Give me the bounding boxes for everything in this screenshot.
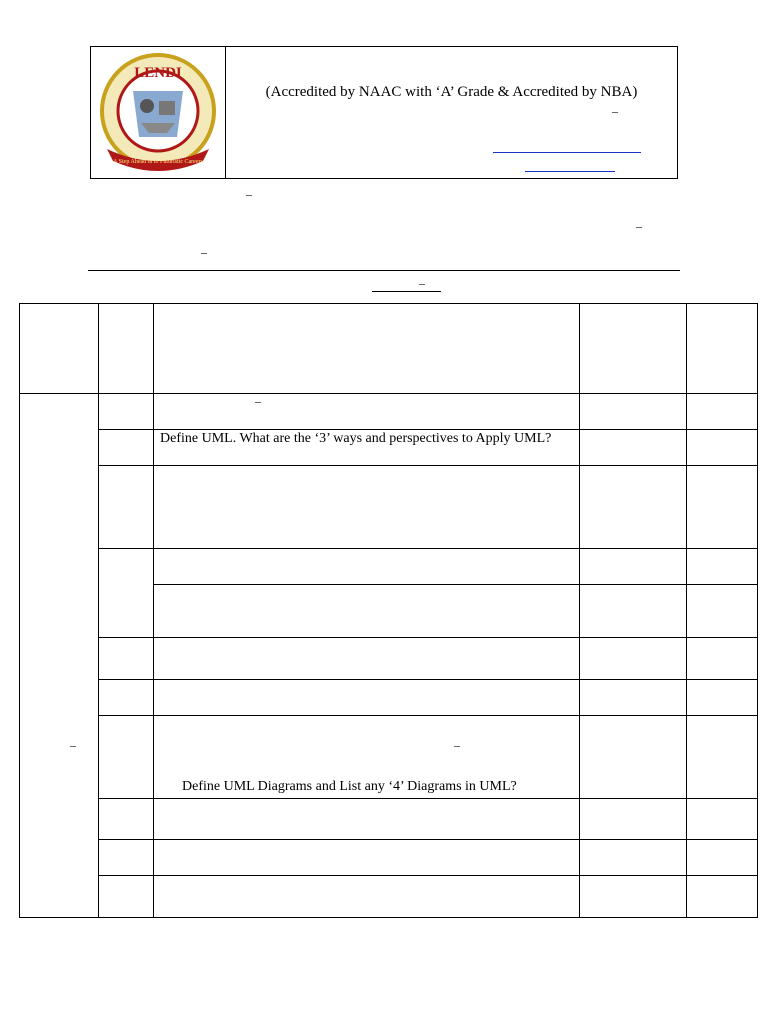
row-divider xyxy=(98,429,757,430)
row-divider xyxy=(98,548,757,549)
header-dash: – xyxy=(612,104,618,118)
body-dash-4: – xyxy=(419,276,425,290)
question-define-uml: Define UML. What are the ‘3’ ways and perspectives to Apply UML? xyxy=(160,431,552,446)
header-rule xyxy=(88,270,680,271)
header-row-divider xyxy=(20,393,757,394)
body-dash-3: – xyxy=(201,245,207,259)
row-divider xyxy=(98,798,757,799)
email-link-underline[interactable] xyxy=(525,171,615,172)
row-dash: – xyxy=(454,738,460,752)
col-divider xyxy=(153,304,154,917)
college-logo xyxy=(97,51,219,175)
question-table xyxy=(19,303,758,918)
row-divider xyxy=(98,637,757,638)
logo-ribbon-text: A Step Ahead in to Futuristic Careers xyxy=(113,159,203,165)
accreditation-text: (Accredited by NAAC with ‘A’ Grade & Accredited by NBA) xyxy=(265,84,638,100)
header-title-cell xyxy=(226,47,677,178)
question-uml-diagrams: Define UML Diagrams and List any ‘4’ Diagrams in UML? xyxy=(182,779,517,794)
college-header xyxy=(90,46,678,179)
body-dash-1: – xyxy=(246,187,252,201)
row-divider xyxy=(98,465,757,466)
row-1-dash: – xyxy=(255,394,261,408)
row-divider xyxy=(98,875,757,876)
title-underline xyxy=(372,291,441,292)
unit-dash: – xyxy=(70,738,76,752)
logo-name-text: LENDI xyxy=(134,65,182,81)
row-divider xyxy=(98,679,757,680)
col-divider xyxy=(98,304,99,917)
logo-cell xyxy=(91,47,226,178)
body-dash-2: – xyxy=(636,219,642,233)
row-divider xyxy=(98,839,757,840)
website-link-underline[interactable] xyxy=(493,152,641,153)
col-divider xyxy=(579,304,580,917)
row-divider xyxy=(153,584,757,585)
col-divider xyxy=(686,304,687,917)
row-divider xyxy=(98,715,757,716)
